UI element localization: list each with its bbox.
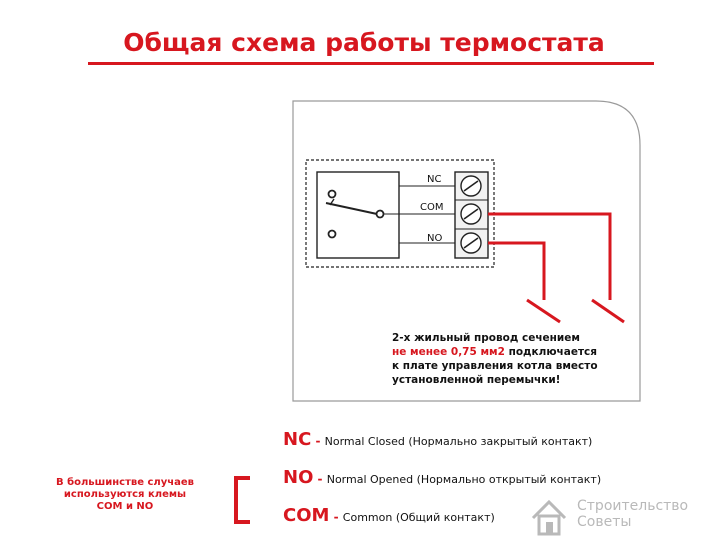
screw-com-icon (461, 204, 481, 224)
wire-note-line-1: 2-х жильный провод сечением (392, 332, 580, 344)
red-wire-com-end (592, 300, 624, 322)
legend-description: Common (Общий контакт) (342, 511, 495, 524)
red-wire-no-end (527, 300, 560, 322)
relay-com-contact (377, 211, 384, 218)
page-title: Общая схема работы термостата (123, 28, 605, 57)
relay-nc-contact (329, 191, 336, 198)
red-wire-no (488, 243, 544, 300)
legend-dash: - (329, 510, 343, 524)
legend-dash: - (311, 434, 325, 448)
legend-code: COM (283, 505, 330, 526)
wire-note-line-2 (392, 345, 630, 359)
watermark-line-1: Строительство (577, 498, 689, 514)
wire-note-cross-section: не менее 0,75 мм2 (392, 346, 505, 358)
relay-block (317, 172, 399, 258)
legend-row-com (283, 505, 495, 526)
legend-code: NO (283, 467, 314, 488)
side-note-line-2: используются клемы (63, 489, 187, 500)
relay-no-contact (329, 231, 336, 238)
wire-note (392, 331, 630, 387)
screw-nc-icon (461, 176, 481, 196)
wire-note-line-3: к плате управления котла вместо (392, 360, 598, 372)
wire-note-line-4: установленной перемычки! (392, 374, 561, 386)
watermark (527, 494, 717, 538)
legend-description: Normal Closed (Нормально закрытый контакт) (324, 435, 593, 448)
legend-row-no (283, 467, 601, 488)
side-note (40, 477, 210, 513)
red-wire-com (488, 214, 610, 300)
legend-code: NC (283, 429, 312, 450)
legend-bracket (236, 478, 250, 522)
house-logo-icon (527, 494, 571, 538)
screw-no-icon (461, 233, 481, 253)
side-note-line-3: COM и NO (96, 501, 154, 512)
terminal-no-label: NO (427, 233, 443, 244)
legend-dash: - (313, 472, 327, 486)
legend-description: Normal Opened (Нормально открытый контакт) (326, 473, 602, 486)
legend-row-nc (283, 429, 592, 450)
terminal-com-label: COM (420, 202, 444, 213)
wire-note-line-2-rest: подключается (504, 346, 598, 358)
terminal-nc-label: NC (427, 174, 442, 185)
side-note-line-1: В большинстве случаев (56, 477, 194, 488)
watermark-line-2: Советы (577, 514, 632, 530)
